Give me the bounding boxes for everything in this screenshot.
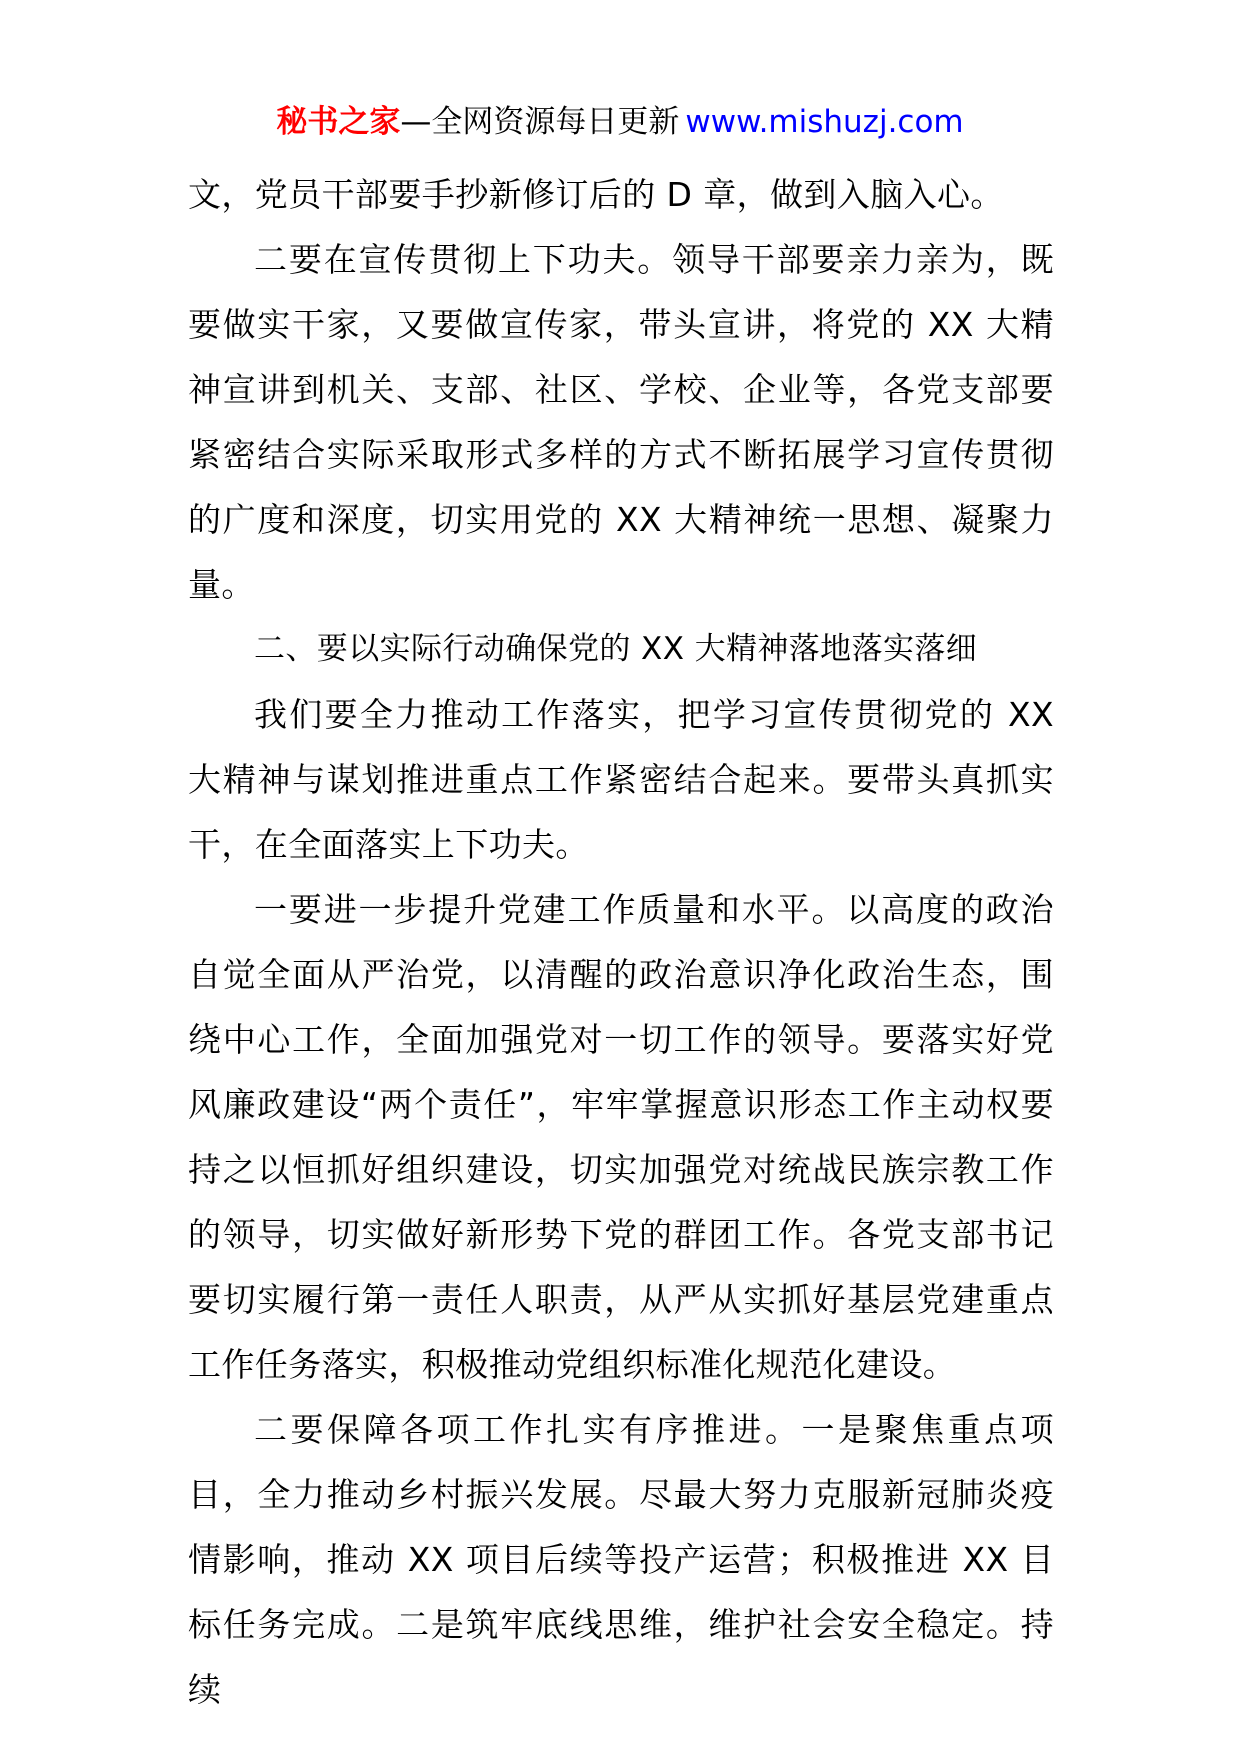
paragraph-continuation: 文，党员干部要手抄新修订后的 D 章，做到入脑入心。 <box>188 175 1004 214</box>
site-url-link[interactable]: www.mishuzj.com <box>685 104 964 140</box>
brand-name: 秘书之家 <box>276 104 401 140</box>
section-heading: 二、要以实际行动确保党的 XX 大精神落地落实落细 <box>254 631 978 667</box>
paragraph-implementation: 我们要全力推动工作落实，把学习宣传贯彻党的 XX 大精神与谋划推进重点工作紧密结合起来。要带头真抓实干，在全面落实上下功夫。 <box>188 695 1054 864</box>
document-body <box>188 162 1054 1722</box>
header-tagline: —全网资源每日更新 <box>400 104 680 140</box>
paragraph-work-progress: 二要保障各项工作扎实有序推进。一是聚焦重点项目，全力推动乡村振兴发展。尽最大努力克服新冠肺炎疫情影响，推动 XX 项目后续等投产运营；积极推进 XX 目标任务完成。二是筑牢底线思维，维护社会安全稳定。持续 <box>188 1410 1054 1709</box>
paragraph-publicity: 二要在宣传贯彻上下功夫。领导干部要亲力亲为，既要做实干家，又要做宣传家，带头宣讲，将党的 XX 大精神宣讲到机关、支部、社区、学校、企业等，各党支部要紧密结合实际采取形式多样的方式不断拓展学习宣传贯彻的广度和深度，切实用党的 XX 大精神统一思想、凝聚力量。 <box>188 240 1054 604</box>
page-header <box>0 100 1240 144</box>
paragraph-party-building: 一要进一步提升党建工作质量和水平。以高度的政治自觉全面从严治党，以清醒的政治意识净化政治生态，围绕中心工作，全面加强党对一切工作的领导。要落实好党风廉政建设“两个责任”，牢牢掌握意识形态工作主动权要持之以恒抓好组织建设，切实加强党对统战民族宗教工作的领导，切实做好新形势下党的群团工作。各党支部书记要切实履行第一责任人职责，从严从实抓好基层党建重点工作任务落实，积极推动党组织标准化规范化建设。 <box>188 890 1054 1384</box>
